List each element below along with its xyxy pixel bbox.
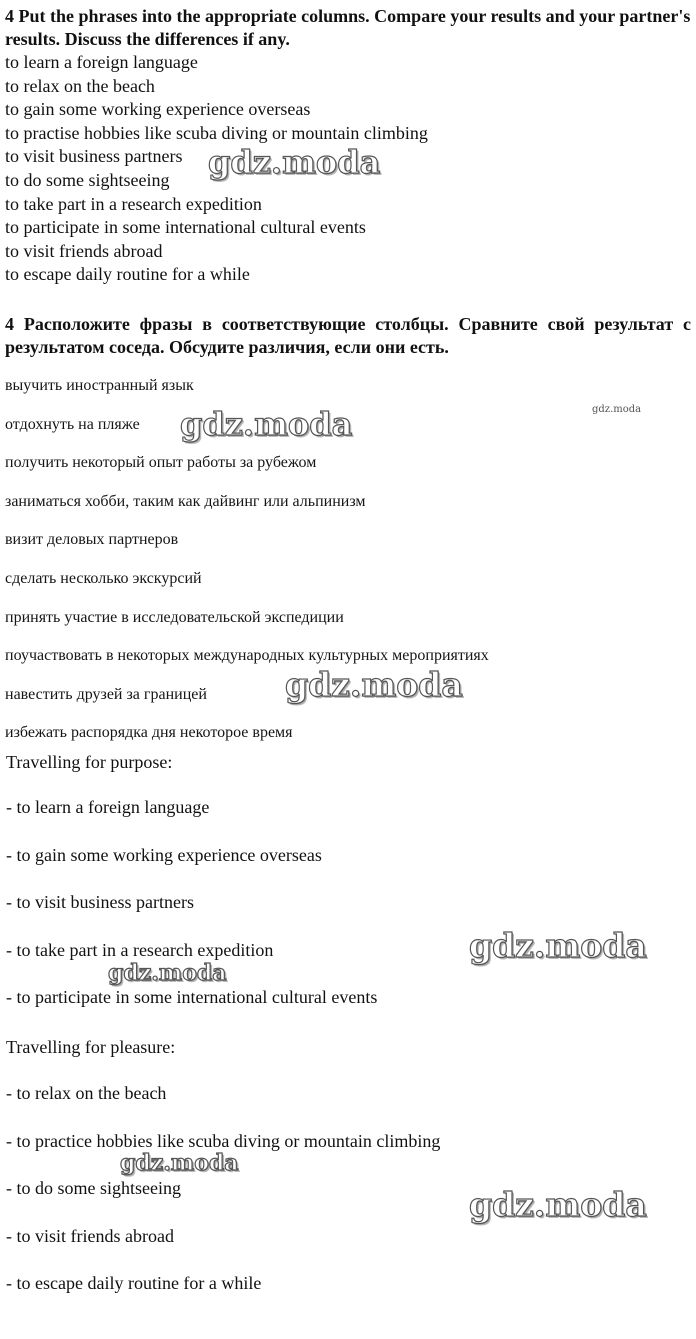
list-item: - to escape daily routine for a while (6, 1273, 262, 1294)
list-item: to practise hobbies like scuba diving or mountain climbing (5, 122, 428, 143)
list-item: отдохнуть на пляже (5, 415, 140, 433)
list-item: to participate in some international cultural events (5, 217, 366, 238)
list-item: избежать распорядка дня некоторое время (5, 724, 293, 742)
watermark: gdz.moda (120, 1150, 239, 1176)
list-item: to relax on the beach (5, 75, 155, 96)
list-item: to gain some working experience overseas (5, 99, 311, 120)
list-item: - to practice hobbies like scuba diving or mountain climbing (6, 1130, 441, 1151)
list-item: - to relax on the beach (6, 1083, 167, 1103)
list-item: - to visit friends abroad (6, 1225, 174, 1246)
list-item: - to visit business partners (6, 892, 194, 913)
list-item: to visit friends abroad (5, 240, 163, 261)
purpose-title: Travelling for purpose: (6, 752, 173, 772)
list-item: to escape daily routine for a while (5, 264, 250, 285)
list-item: - to gain some working experience overseas (6, 844, 322, 865)
watermark: gdz.moda (285, 665, 463, 704)
watermark: gdz.moda (592, 404, 642, 415)
list-item: to visit business partners (5, 146, 183, 167)
watermark: gdz.moda (208, 143, 381, 181)
watermark: gdz.moda (108, 960, 227, 986)
purpose-list (6, 784, 377, 1022)
list-item: навестить друзей за границей (5, 685, 207, 703)
russian-task-heading: 4 Расположите фразы в соответствующие столбцы. Сравните свой результат с результатом соседа. Обсудите различия, если они есть. (5, 314, 691, 357)
list-item: - to participate in some international cultural events (6, 987, 378, 1008)
pleasure-title: Travelling for pleasure: (6, 1037, 176, 1057)
watermark: gdz.moda (469, 1185, 647, 1224)
list-item: - to learn a foreign language (6, 797, 210, 817)
watermark: gdz.moda (180, 405, 353, 443)
list-item: to learn a foreign language (5, 52, 198, 72)
list-item: заниматься хобби, таким как дайвинг или альпинизм (5, 492, 366, 510)
list-item: поучаствовать в некоторых международных культурных мероприятиях (5, 647, 489, 665)
list-item: получить некоторый опыт работы за рубежом (5, 454, 317, 472)
list-item: выучить иностранный язык (5, 377, 194, 394)
list-item: - to do some sightseeing (6, 1178, 181, 1199)
pleasure-list (6, 1070, 440, 1308)
list-item: - to take part in a research expedition (6, 939, 274, 960)
list-item: принять участие в исследовательской экспедиции (5, 608, 344, 626)
list-item: to take part in a research expedition (5, 193, 262, 214)
list-item: визит деловых партнеров (5, 531, 179, 549)
watermark: gdz.moda (469, 926, 647, 965)
list-item: сделать несколько экскурсий (5, 569, 202, 587)
english-task-heading: 4 Put the phrases into the appropriate columns. Compare your results and your partner's results. Discuss the differences if any. (5, 6, 691, 49)
list-item: to do some sightseeing (5, 169, 170, 190)
